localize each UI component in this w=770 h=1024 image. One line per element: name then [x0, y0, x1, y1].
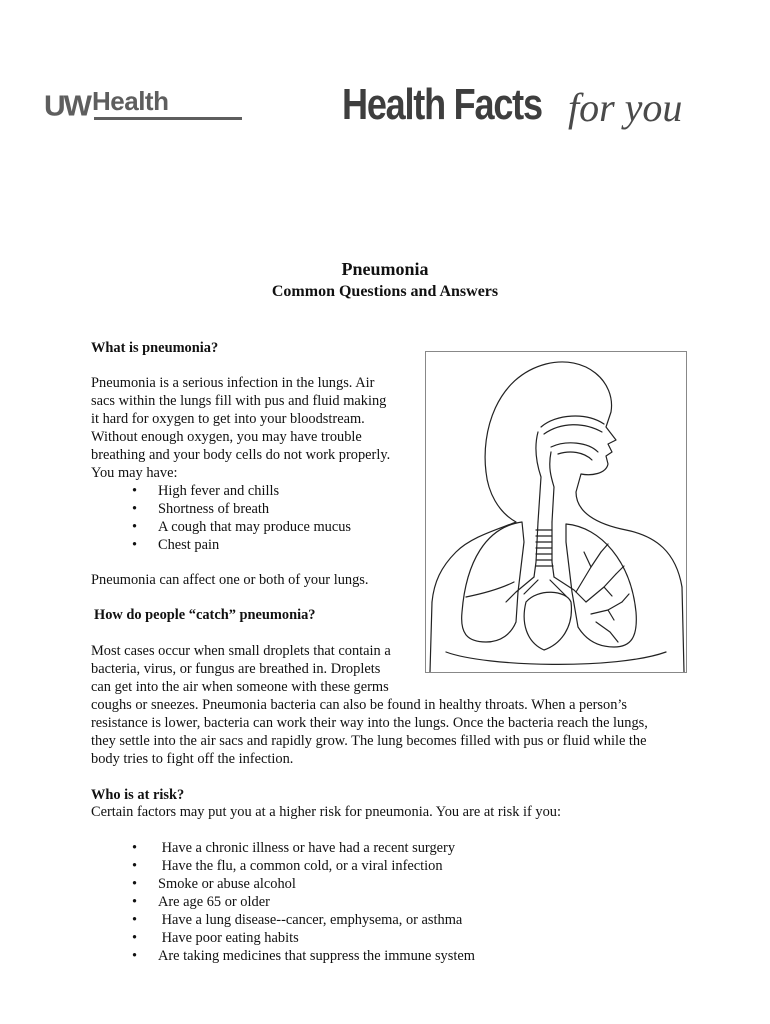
symptom-label: A cough that may produce mucus [158, 519, 352, 535]
risk-intro: Certain factors may put you at a higher risk for pneumonia. You are at risk if you: [91, 804, 561, 820]
logo-uw-text: UW [44, 90, 90, 123]
health-facts-logo [342, 80, 683, 130]
closing-line: Pneumonia can affect one or both of your lungs. [91, 572, 369, 588]
section-heading-what: What is pneumonia? [91, 340, 219, 356]
risk-label: Have the flu, a common cold, or a viral infection [158, 858, 443, 874]
risk-label: Are age 65 or older [158, 894, 270, 910]
section-heading-catch: How do people “catch” pneumonia? [94, 607, 316, 623]
risk-label: Have a chronic illness or have had a recent surgery [158, 840, 456, 856]
brand-bold-text: Health Facts [342, 80, 542, 129]
line: Pneumonia is a serious infection in the lungs. Air [91, 375, 375, 391]
line: Most cases occur when small droplets that contain a [91, 643, 391, 659]
line: body tries to fight off the infection. [91, 751, 294, 767]
line: resistance is lower, bacteria can work their way into the lungs. Once the bacteria reach the lungs, [91, 715, 648, 731]
respiratory-diagram [425, 351, 687, 673]
line: coughs or sneezes. Pneumonia bacteria can also be found in healthy throats. When a person’s [91, 697, 628, 713]
line: breathing and your body cells do not work properly. [91, 447, 391, 463]
risk-label: Have poor eating habits [158, 930, 299, 946]
logo-underline [94, 117, 242, 120]
section-heading-risk: Who is at risk? [91, 787, 185, 803]
line: can get into the air when someone with these germs [91, 679, 389, 695]
line: bacteria, virus, or fungus are breathed in. Droplets [91, 661, 381, 677]
symptom-label: Chest pain [158, 537, 220, 553]
page-title: Pneumonia [341, 259, 429, 279]
line: Without enough oxygen, you may have trouble [91, 429, 362, 445]
symptom-label: Shortness of breath [158, 501, 270, 517]
page-subtitle: Common Questions and Answers [271, 283, 499, 300]
brand-italic-text: for you [568, 85, 683, 130]
line: they settle into the air sacs and rapidly grow. The lung becomes filled with pus or fluid while the [91, 733, 647, 749]
risk-label: Smoke or abuse alcohol [158, 876, 296, 892]
logo-health-text: Health [92, 86, 169, 116]
risk-label: Have a lung disease--cancer, emphysema, or asthma [158, 912, 463, 928]
risk-label: Are taking medicines that suppress the immune system [158, 948, 475, 964]
respiratory-system-icon [426, 352, 686, 672]
line: it hard for oxygen to get into your bloodstream. [91, 411, 365, 427]
line: sacs within the lungs fill with pus and fluid making [91, 393, 387, 409]
line: You may have: [91, 465, 178, 481]
symptom-label: High fever and chills [158, 483, 280, 499]
uw-health-logo [44, 84, 204, 124]
